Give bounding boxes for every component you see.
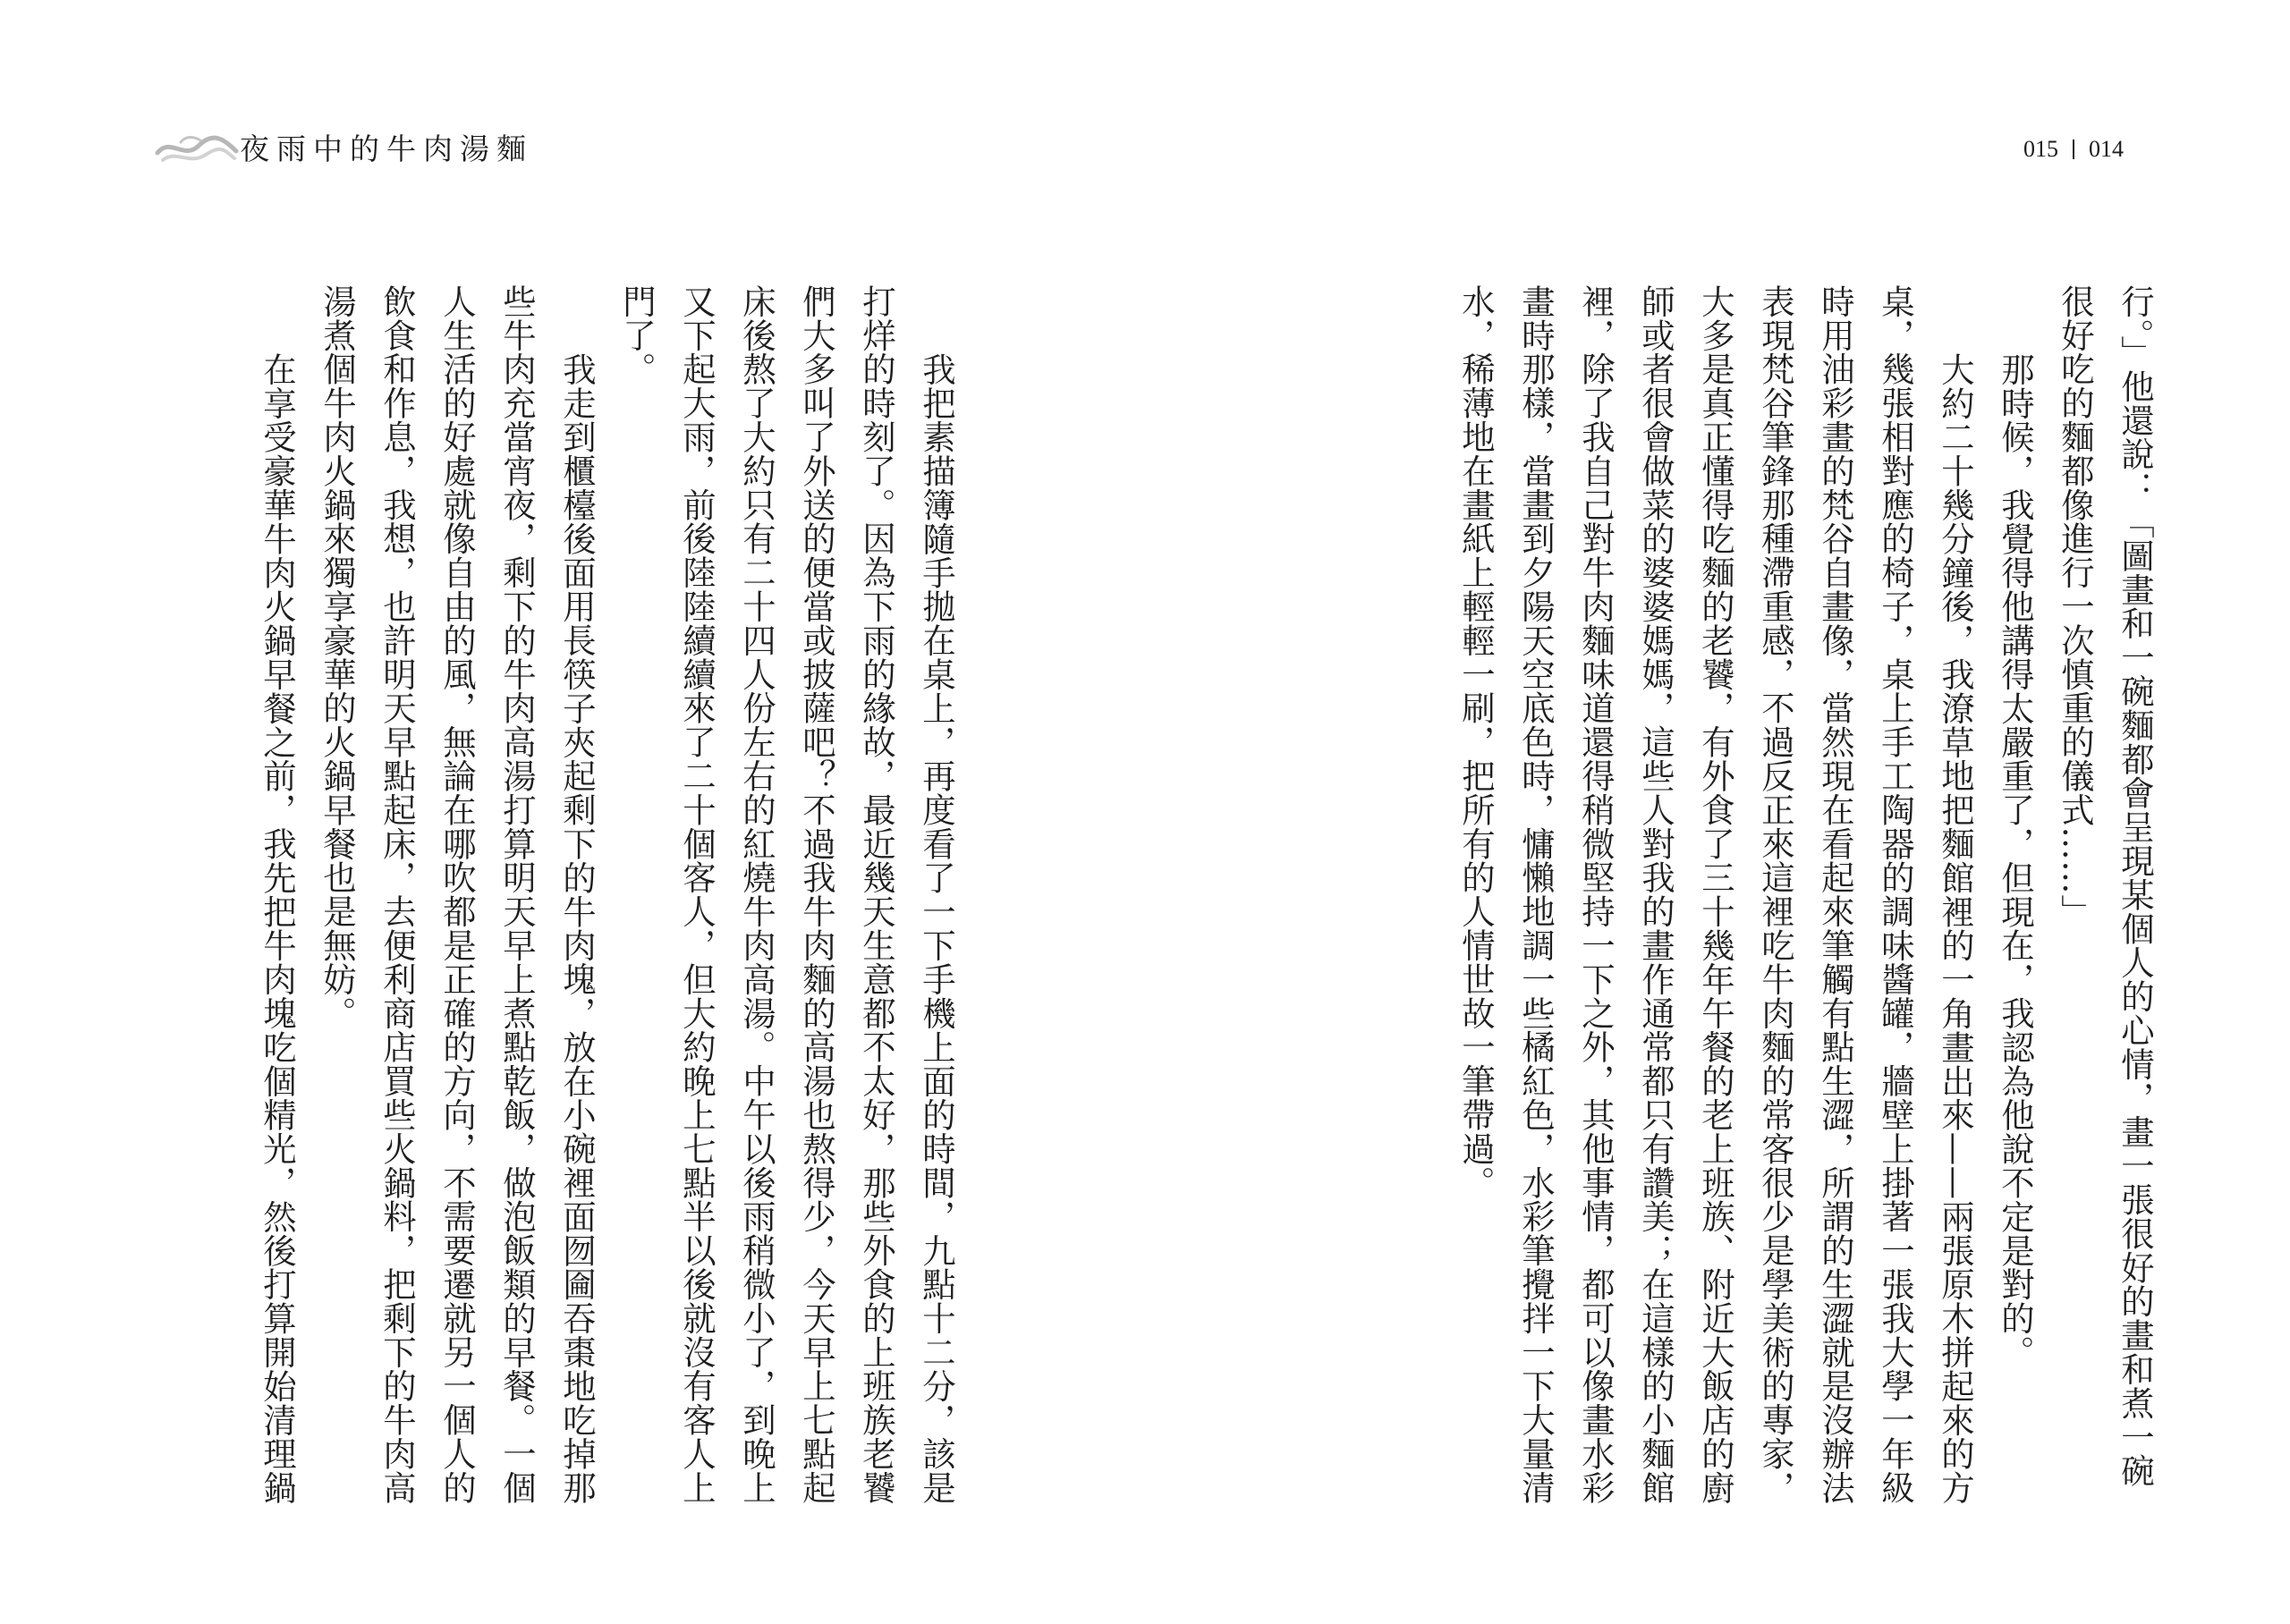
page-number-left: 015 [2023,136,2058,162]
text-line: 裡，除了我自己對牛肉麵味道還得稍微堅持一下之外，其他事情，都可以像畫水彩 [1576,284,1616,1505]
text-line: 行。」他還說：「圖畫和一碗麵都會呈現某個人的心情，畫一張很好的畫和煮一碗 [2116,284,2155,1488]
text-line: 我走到櫃檯後面用長筷子夾起剩下的牛肉塊，放在小碗裡面囫圇吞棗地吃掉那 [557,352,597,1505]
text-line: 師或者很會做菜的婆婆媽媽，這些人對我的畫作通常都只有讚美；在這樣的小麵館 [1636,284,1675,1505]
text-line: 那時候，我覺得他講得太嚴重了，但現在，我認為他說不定是對的。 [1996,352,2035,1369]
text-line: 表現梵谷筆鋒那種滯重感，不過反正來這裡吃牛肉麵的常客很少是學美術的專家， [1756,284,1795,1505]
text-line: 時用油彩畫的梵谷自畫像，當然現在看起來筆觸有點生澀，所謂的生澀就是沒辦法 [1816,284,1855,1505]
text-line: 又下起大雨，前後陸陸續續來了二十個客人，但大約晚上七點半以後就沒有客人上 [677,284,717,1505]
running-head-title: 夜雨中的牛肉湯麵 [240,131,533,166]
text-line: 畫時那樣，當畫到夕陽天空底色時，慵懶地調一些橘紅色，水彩筆攪拌一下大量清 [1516,284,1556,1505]
text-line: 些牛肉充當宵夜，剩下的牛肉高湯打算明天早上煮點乾飯，做泡飯類的早餐。一個 [497,284,537,1505]
text-line: 水，稀薄地在畫紙上輕輕一刷，把所有的人情世故一筆帶過。 [1456,284,1496,1200]
page-number-separator [2073,140,2074,159]
text-line: 人生活的好處就像自由的風，無論在哪吹都是正確的方向，不需要遷就另一個人的 [437,284,477,1505]
text-line: 桌，幾張相對應的椅子，桌上手工陶器的調味醬罐，牆壁上掛著一張我大學一年級 [1876,284,1915,1505]
text-line: 飲食和作息，我想，也許明天早點起床，去便利商店買些火鍋料，把剩下的牛肉高 [377,284,417,1505]
text-line: 很好吃的麵都像進行一次慎重的儀式……」 [2056,284,2095,929]
page-numbers [2023,138,2124,161]
text-line: 我把素描簿隨手拋在桌上，再度看了一下手機上面的時間，九點十二分，該是 [917,352,956,1505]
steam-ornament-icon [154,130,240,171]
text-line: 們大多叫了外送的便當或披薩吧？不過我牛肉麵的高湯也熬得少，今天早上七點起 [797,284,836,1505]
left-page-text [161,284,966,1545]
text-line: 在享受豪華牛肉火鍋早餐之前，我先把牛肉塊吃個精光，然後打算開始清理鍋 [258,352,297,1505]
text-line: 床後熬了大約只有二十四人份左右的紅燒牛肉高湯。中午以後雨稍微小了，到晚上 [737,284,776,1505]
text-line: 湯煮個牛肉火鍋來獨享豪華的火鍋早餐也是無妨。 [318,284,357,1030]
right-page-text [823,284,2165,1545]
text-line: 門了。 [617,284,657,386]
text-line: 打烊的時刻了。因為下雨的緣故，最近幾天生意都不太好，那些外食的上班族老饕 [857,284,896,1505]
text-line: 大多是真正懂得吃麵的老饕，有外食了三十幾年午餐的老上班族、附近大飯店的廚 [1696,284,1735,1505]
page-number-right: 014 [2089,136,2124,162]
text-line: 大約二十幾分鐘後，我潦草地把麵館裡的一角畫出來——兩張原木拼起來的方 [1936,352,1975,1505]
